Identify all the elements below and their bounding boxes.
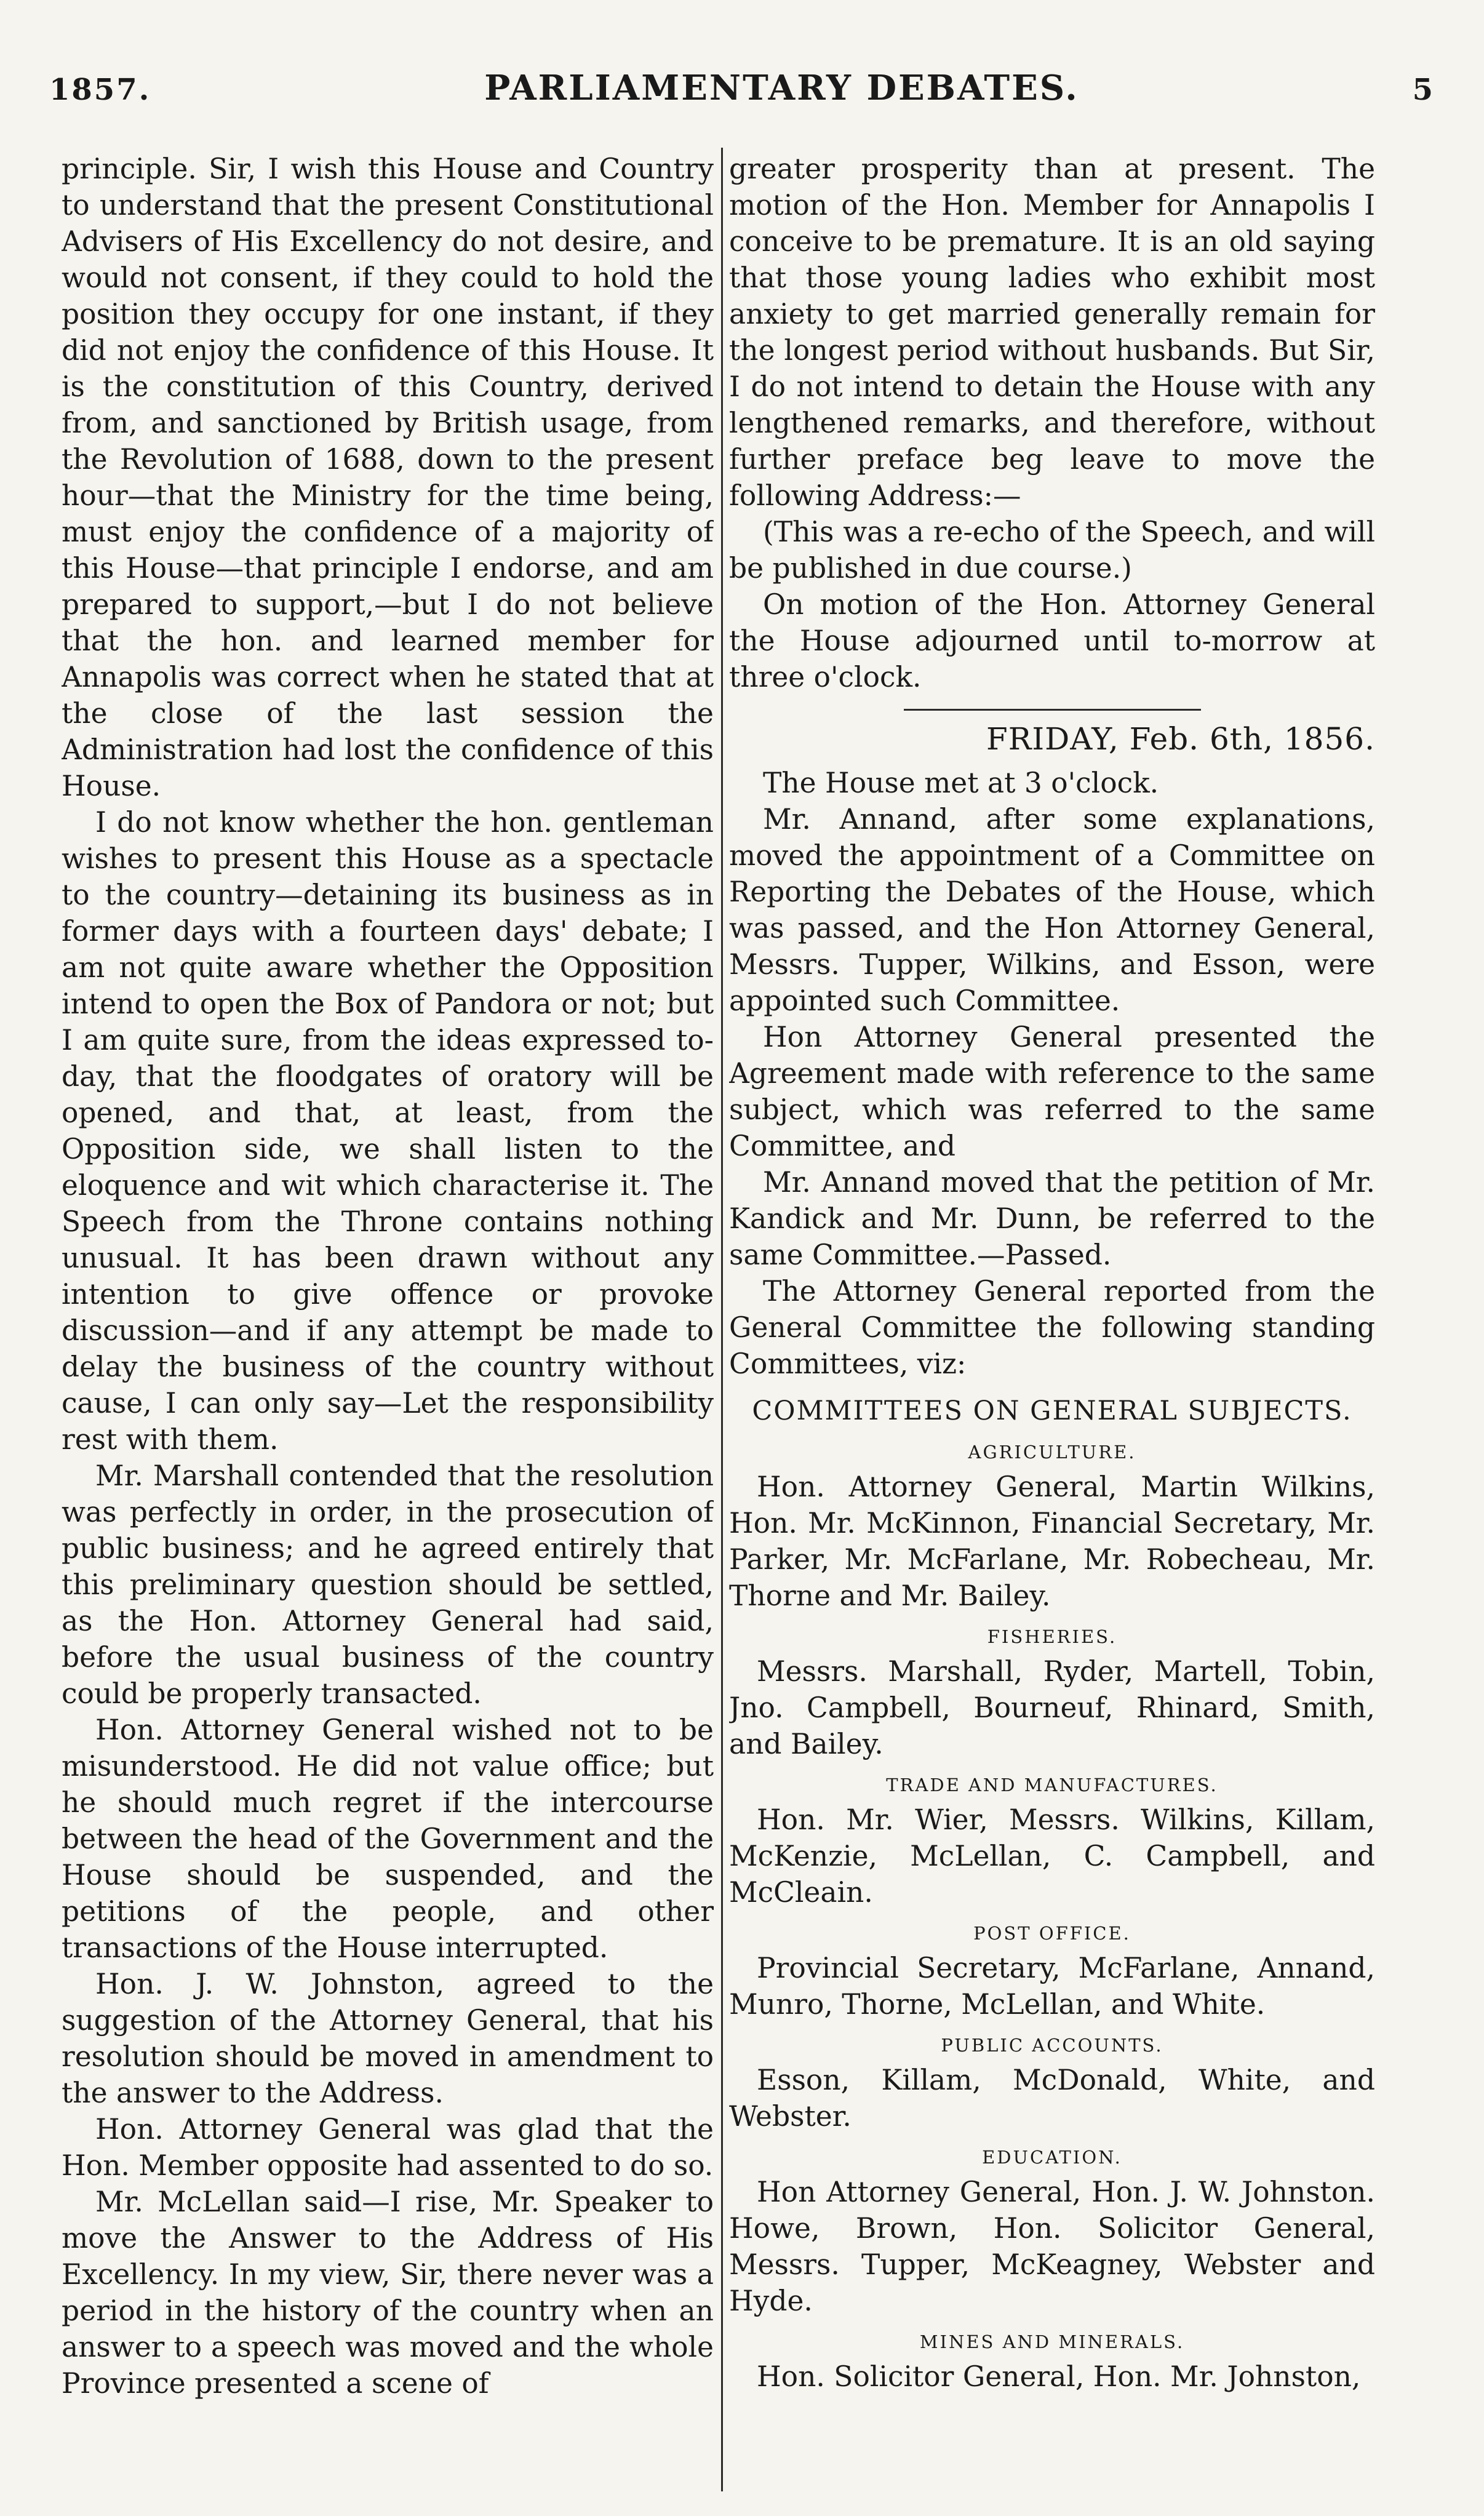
section-rule xyxy=(904,709,1201,711)
paragraph: Hon. J. W. Johnston, agreed to the suggestion of the Attorney General, that his resolution should be moved in amendment to the answer to the Address. xyxy=(62,1968,714,2109)
header-page-number: 5 xyxy=(1412,73,1435,107)
paragraph: Mr. McLellan said—I rise, Mr. Speaker to move the Answer to the Address of His Excellency. In my view, Sir, there never was a period in the history of the country when an answer to a speech was moved and the whole Province presented a scene of xyxy=(62,2186,714,2400)
paragraph: I do not know whether the hon. gentleman wishes to present this House as a spectacle to the country—detaining its business as in former days with a fourteen days' debate; I am not quite aware whether the Opposition intend to open the Box of Pandora or not; but I am quite sure, from the ideas expressed to-day, that the floodgates of oratory will be opened, and that, at least, from the Opposition side, we shall listen to the eloquence and wit which characterise it. The Speech from the Throne contains nothing unusual. It has been drawn without any intention to give offence or provoke discussion—and if any attempt be made to delay the business of the country without cause, I can only say—Let the responsibility rest with them. xyxy=(62,806,714,1456)
paragraph: principle. Sir, I wish this House and Country to understand that the present Constitutional Advisers of His Excellency do not desire, and would not consent, if they could to hold the position they occupy for one instant, if they did not enjoy the confidence of this House. It is the constitution of this Country, derived from, and sanctioned by British usage, from the Revolution of 1688, down to the present hour—that the Ministry for the time being, must enjoy the confidence of a majority of this House—that principle I endorse, and am prepared to support,—but I do not believe that the hon. and learned member for Annapolis was correct when he stated that at the close of the last session the Administration had lost the confidence of this House. xyxy=(62,153,714,802)
dateline: FRIDAY, Feb. 6th, 1856. xyxy=(986,721,1375,757)
committee-title: TRADE AND MANUFACTURES. xyxy=(886,1775,1218,1795)
paragraph: Hon. Attorney General wished not to be misunderstood. He did not value office; but he should much regret if the intercourse between the head of the Government and the House should be suspended, and the petitions of the people, and other transactions of the House interrupted. xyxy=(62,1714,714,1964)
paragraph: greater prosperity than at present. The motion of the Hon. Member for Annapolis I conceive to be premature. It is an old saying that those young ladies who exhibit most anxiety to get married generally remain for the longest period without husbands. But Sir, I do not intend to detain the House with any lengthened remarks, and therefore, without further preface beg leave to move the following Address:— xyxy=(729,153,1375,512)
committee-title: POST OFFICE. xyxy=(973,1923,1131,1944)
header-title: PARLIAMENTARY DEBATES. xyxy=(484,68,1079,108)
committee-title: AGRICULTURE. xyxy=(968,1442,1136,1463)
paragraph: Hon Attorney General presented the Agreement made with reference to the same subject, which was referred to the same Committee, and xyxy=(729,1021,1375,1162)
committee-title: MINES AND MINERALS. xyxy=(919,2331,1185,2352)
page-header xyxy=(49,68,1435,117)
paragraph: The Attorney General reported from the General Committee the following standing Committees, viz: xyxy=(729,1275,1375,1380)
committees-heading: COMMITTEES ON GENERAL SUBJECTS. xyxy=(752,1396,1352,1426)
paragraph: Hon. Attorney General was glad that the Hon. Member opposite had assented to do so. xyxy=(62,2113,714,2182)
paragraph: Mr. Annand moved that the petition of Mr. Kandick and Mr. Dunn, be referred to the same Committee.—Passed. xyxy=(729,1166,1375,1271)
committee-members: Hon. Mr. Wier, Messrs. Wilkins, Killam, McKenzie, McLellan, C. Campbell, and McCleain. xyxy=(729,1803,1375,1909)
paragraph: Mr. Annand, after some explanations, moved the appointment of a Committee on Reporting the Debates of the House, which was passed, and the Hon Attorney General, Messrs. Tupper, Wilkins, and Esson, were appointed such Committee. xyxy=(729,803,1375,1017)
committee-members: Hon. Attorney General, Martin Wilkins, Hon. Mr. McKinnon, Financial Secretary, Mr. Parker, Mr. McFarlane, Mr. Robecheau, Mr. Thorne and Mr. Bailey. xyxy=(729,1471,1375,1612)
committee-members: Esson, Killam, McDonald, White, and Webster. xyxy=(729,2064,1375,2133)
committee-members: Hon. Solicitor General, Hon. Mr. Johnston, xyxy=(757,2360,1361,2393)
committee-title: PUBLIC ACCOUNTS. xyxy=(941,2035,1163,2056)
column-divider xyxy=(721,148,723,2491)
paragraph: (This was a re-echo of the Speech, and will be published in due course.) xyxy=(729,516,1375,585)
paragraph: On motion of the Hon. Attorney General the House adjourned until to-morrow at three o'clock. xyxy=(729,588,1375,693)
paragraph: The House met at 3 o'clock. xyxy=(763,767,1159,799)
committee-title: FISHERIES. xyxy=(987,1626,1117,1647)
paragraph: Mr. Marshall contended that the resolution was perfectly in order, in the prosecution of public business; and he agreed entirely that this preliminary question should be settled, as the Hon. Attorney General had said, before the usual business of the country could be properly transacted. xyxy=(62,1460,714,1710)
right-column xyxy=(729,151,1375,2498)
left-column xyxy=(62,151,714,2498)
committee-title: EDUCATION. xyxy=(982,2147,1122,2168)
committee-members: Hon Attorney General, Hon. J. W. Johnston. Howe, Brown, Hon. Solicitor General, Messrs. Tupper, McKeagney, Webster and Hyde. xyxy=(729,2176,1375,2317)
header-year: 1857. xyxy=(49,73,151,107)
committee-members: Messrs. Marshall, Ryder, Martell, Tobin, Jno. Campbell, Bourneuf, Rhinard, Smith, and Bailey. xyxy=(729,1655,1375,1760)
committee-members: Provincial Secretary, McFarlane, Annand, Munro, Thorne, McLellan, and White. xyxy=(729,1952,1375,2021)
